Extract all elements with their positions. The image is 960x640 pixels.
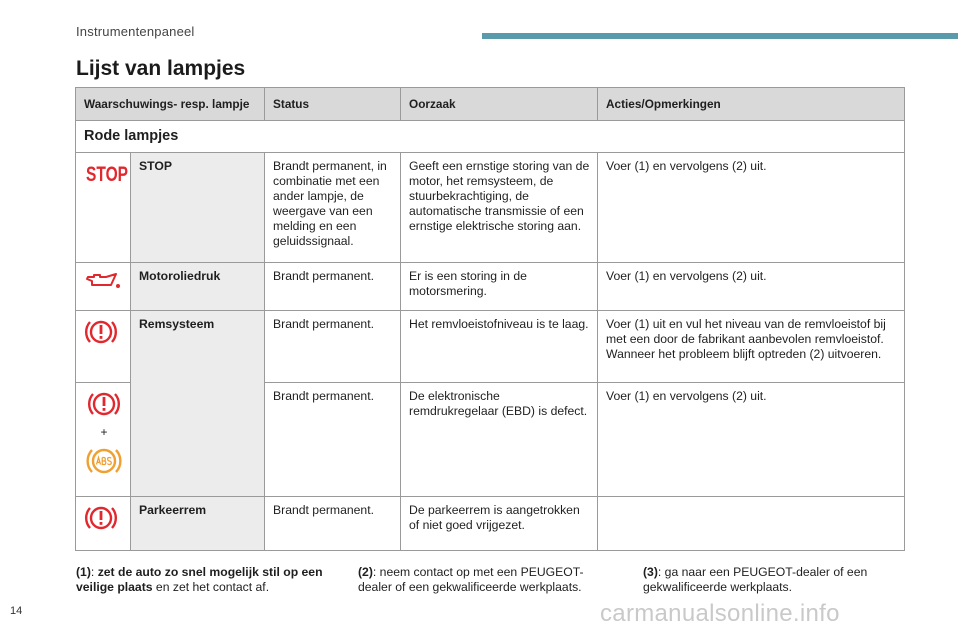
lamp-action: Voer (1) uit en vul het niveau van de remvloeistof bij met een door de fabrikant aanbevolen remvloeistof. Wanneer het probleem blijft optreden (2) uitvoeren. [598, 311, 905, 383]
lamp-status: Brandt permanent. [265, 311, 401, 383]
oil-can-icon [84, 269, 124, 293]
column-header-lamp: Waarschuwings- resp. lampje [76, 88, 265, 121]
footnote-2 [358, 565, 613, 595]
lamp-status: Brandt permanent. [265, 263, 401, 311]
footnote-1-text: en zet het contact af. [152, 580, 270, 594]
brake-warning-icon [84, 317, 118, 347]
column-header-cause: Oorzaak [401, 88, 598, 121]
lamp-action: Voer (1) en vervolgens (2) uit. [598, 263, 905, 311]
footnote-2-text: : neem contact op met een PEUGEOT-dealer of een gekwalificeerde werkplaats. [358, 565, 584, 594]
lamp-status: Brandt permanent. [265, 383, 401, 497]
column-header-status: Status [265, 88, 401, 121]
stop-icon [84, 159, 130, 187]
footnote-3 [643, 565, 903, 595]
watermark: carmanualsonline.info [600, 600, 840, 627]
lamp-cause: De parkeerrem is aangetrokken of niet goed vrijgezet. [401, 497, 598, 551]
warning-lamps-table [75, 87, 905, 551]
lamp-name: Remsysteem [131, 311, 265, 497]
brake-warning-icon [87, 389, 121, 419]
table-row [76, 497, 905, 551]
lamp-action: Voer (1) en vervolgens (2) uit. [598, 153, 905, 263]
table-row [76, 263, 905, 311]
svg-text:STOP: STOP [86, 163, 128, 186]
lamp-name: Motoroliedruk [131, 263, 265, 311]
footnote-1-emphasis: zet de auto zo snel mogelijk stil op een veilige plaats [76, 565, 323, 594]
lamp-action: Voer (1) en vervolgens (2) uit. [598, 383, 905, 497]
brake-warning-icon [84, 503, 118, 533]
lamp-action [598, 497, 905, 551]
group-title: Rode lampjes [76, 121, 905, 153]
lamp-cause: Het remvloeistofniveau is te laag. [401, 311, 598, 383]
footnote-3-ref: (3) [643, 565, 658, 579]
column-header-actions: Acties/Opmerkingen [598, 88, 905, 121]
footnote-1-ref: (1) [76, 565, 91, 579]
lamp-status: Brandt permanent. [265, 497, 401, 551]
footnote-1 [76, 565, 341, 595]
lamp-cause: De elektronische remdrukregelaar (EBD) is defect. [401, 383, 598, 497]
table-header-row [76, 88, 905, 121]
abs-icon [85, 446, 123, 476]
section-accent-bar [482, 33, 958, 39]
footnote-3-text: : ga naar een PEUGEOT-dealer of een gekwalificeerde werkplaats. [643, 565, 868, 594]
group-row [76, 121, 905, 153]
plus-sign: + [100, 425, 108, 439]
page-number: 14 [10, 605, 23, 617]
lamp-name: Parkeerrem [131, 497, 265, 551]
lamp-status: Brandt permanent, in combinatie met een ander lampje, de weergave van een melding en een geluidssignaal. [265, 153, 401, 263]
section-label: Instrumentenpaneel [76, 24, 195, 39]
page-title: Lijst van lampjes [76, 57, 246, 80]
table-row [76, 311, 905, 383]
table-row [76, 153, 905, 263]
footnote-2-ref: (2) [358, 565, 373, 579]
lamp-name: STOP [131, 153, 265, 263]
lamp-cause: Er is een storing in de motorsmering. [401, 263, 598, 311]
lamp-cause: Geeft een ernstige storing van de motor, het remsysteem, de stuurbekrachtiging, de automatische transmissie of een ernstige elektrische storing aan. [401, 153, 598, 263]
footnote-1-separator: : [90, 565, 98, 579]
